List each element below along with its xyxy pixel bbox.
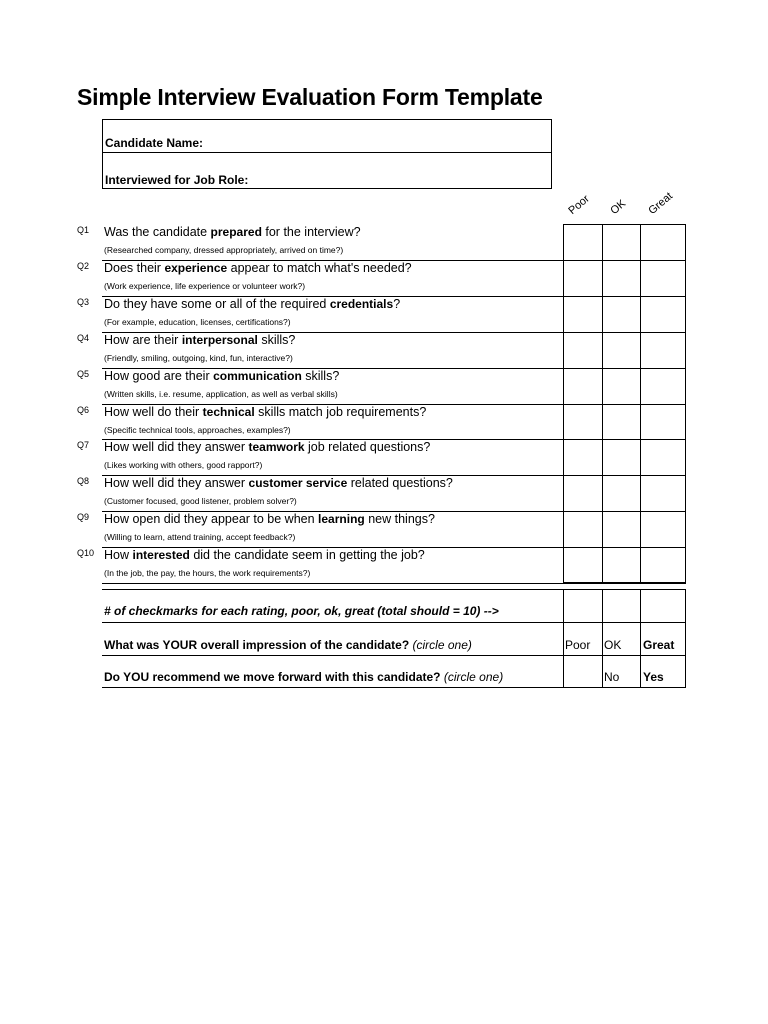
question-number: Q1 [77,225,90,235]
candidate-info-box [102,119,552,189]
question-number: Q2 [77,260,90,271]
question-text-part: How good are their [104,368,214,383]
question-text-part: How open did they appear to be when [104,512,319,527]
recommend-question [104,670,503,684]
rating-cell-poor[interactable] [563,296,602,332]
question-number: Q7 [77,440,90,451]
rating-cell-poor[interactable] [563,368,602,404]
question-text-part: How [104,548,133,563]
question-text [104,333,295,347]
question-text-part: ? [393,296,401,311]
rating-cell-great[interactable] [640,260,686,296]
question-keyword: customer service [248,476,348,491]
rating-cell-poor[interactable] [563,511,602,547]
question-text [104,297,400,311]
summary-divider [102,589,686,590]
question-number: Q4 [77,332,90,343]
page-title: Simple Interview Evaluation Form Template [77,84,543,110]
rating-cell-poor[interactable] [563,404,602,440]
question-text-part: job related questions? [304,440,431,455]
question-text-part: skills match job requirements? [254,404,427,419]
question-number: Q6 [77,404,90,415]
question-text [104,261,412,275]
rating-cell-great[interactable] [640,511,686,547]
rating-cell-poor[interactable] [563,547,602,583]
question-hint: (Likes working with others, good rapport?) [104,460,263,471]
recommend-label: Do YOU recommend we move forward with this candidate? [104,670,441,684]
question-text-part: for the interview? [261,225,361,239]
question-hint: (For example, education, licenses, certifications?) [104,316,291,327]
impression-option-ok[interactable]: OK [604,638,622,652]
impression-question [104,638,472,652]
question-number: Q9 [77,512,90,523]
question-keyword: communication [213,368,302,383]
rating-header-great: Great [646,190,676,217]
question-number: Q10 [77,548,95,559]
rating-cell-poor[interactable] [563,475,602,511]
question-hint: (Written skills, i.e. resume, application, as well as verbal skills) [104,388,338,399]
question-hint: (Specific technical tools, approaches, examples?) [104,424,291,435]
question-keyword: technical [202,404,255,419]
rating-cell-ok[interactable] [602,475,640,511]
question-text-part: How well did they answer [104,476,249,491]
question-text [104,512,435,526]
impression-option-poor[interactable]: Poor [565,638,591,652]
summary-column-divider [685,589,686,687]
summary-divider [102,687,686,688]
question-text-part: skills? [301,368,340,383]
rating-cell-poor[interactable] [563,260,602,296]
summary-divider [102,655,686,656]
question-text-part: Does their [104,260,165,275]
rating-cell-ok[interactable] [602,547,640,583]
summary-column-divider [563,589,564,687]
rating-cell-ok[interactable] [602,260,640,296]
question-text-part: Was the candidate [104,225,211,239]
question-text-part: new things? [364,512,435,527]
impression-option-great[interactable]: Great [643,638,675,652]
question-keyword: prepared [210,225,262,239]
question-keyword: interested [132,548,190,563]
recommend-option-yes[interactable]: Yes [643,670,664,684]
rating-cell-great[interactable] [640,547,686,583]
question-text-part: related questions? [347,476,453,491]
question-text [104,225,361,239]
summary-divider [102,622,686,623]
question-text-part: skills? [257,332,296,347]
question-hint: (Friendly, smiling, outgoing, kind, fun, interactive?) [104,352,293,363]
question-text-part: appear to match what's needed? [227,260,412,275]
question-hint: (Researched company, dressed appropriately, arrived on time?) [104,245,344,255]
question-number: Q8 [77,476,90,487]
question-keyword: teamwork [248,440,305,455]
question-text-part: How well did they answer [104,440,249,455]
question-keyword: learning [318,512,365,527]
question-text [104,476,453,490]
question-hint: (Willing to learn, attend training, accept feedback?) [104,532,296,543]
summary-column-divider [602,589,603,687]
question-hint: (Customer focused, good listener, problem solver?) [104,496,297,507]
question-text-part: Do they have some or all of the required [104,296,330,311]
question-row-divider [102,583,686,584]
candidate-name-field[interactable]: Candidate Name: [105,136,204,150]
question-text [104,548,425,562]
rating-cell-ok[interactable] [602,404,640,440]
rating-cell-great[interactable] [640,404,686,440]
rating-cell-poor[interactable] [563,224,602,260]
recommend-option-no[interactable]: No [604,670,620,684]
question-keyword: credentials [329,296,394,311]
rating-cell-ok[interactable] [602,511,640,547]
question-text-part: did the candidate seem in getting the job? [189,548,425,563]
question-text [104,369,339,383]
rating-cell-great[interactable] [640,368,686,404]
question-number: Q3 [77,296,90,307]
rating-cell-poor[interactable] [563,332,602,368]
question-number: Q5 [77,368,90,379]
rating-cell-ok[interactable] [602,368,640,404]
impression-label: What was YOUR overall impression of the candidate? [104,638,410,652]
rating-header-ok: OK [608,197,629,217]
rating-cell-great[interactable] [640,439,686,475]
question-keyword: experience [164,260,228,275]
question-text-part: How well do their [104,404,203,419]
question-hint: (Work experience, life experience or volunteer work?) [104,280,306,291]
rating-cell-poor[interactable] [563,439,602,475]
rating-cell-great[interactable] [640,296,686,332]
impression-note: (circle one) [409,638,472,652]
rating-cell-great[interactable] [640,475,686,511]
rating-cell-ok[interactable] [602,439,640,475]
rating-cell-great[interactable] [640,332,686,368]
summary-column-divider [640,589,641,687]
question-text [104,440,430,454]
divider [103,152,551,153]
rating-cell-great[interactable] [640,224,686,260]
job-role-field[interactable]: Interviewed for Job Role: [105,173,249,187]
recommend-note: (circle one) [440,670,504,684]
question-keyword: interpersonal [181,332,258,347]
rating-cell-ok[interactable] [602,224,640,260]
question-text [104,405,426,419]
rating-cell-ok[interactable] [602,296,640,332]
rating-header-poor: Poor [566,192,592,217]
question-text-part: How are their [104,332,182,347]
rating-cell-ok[interactable] [602,332,640,368]
question-hint: (In the job, the pay, the hours, the work requirements?) [104,568,311,579]
checkmark-count-label: # of checkmarks for each rating, poor, ok, great (total should = 10) --> [104,604,499,618]
